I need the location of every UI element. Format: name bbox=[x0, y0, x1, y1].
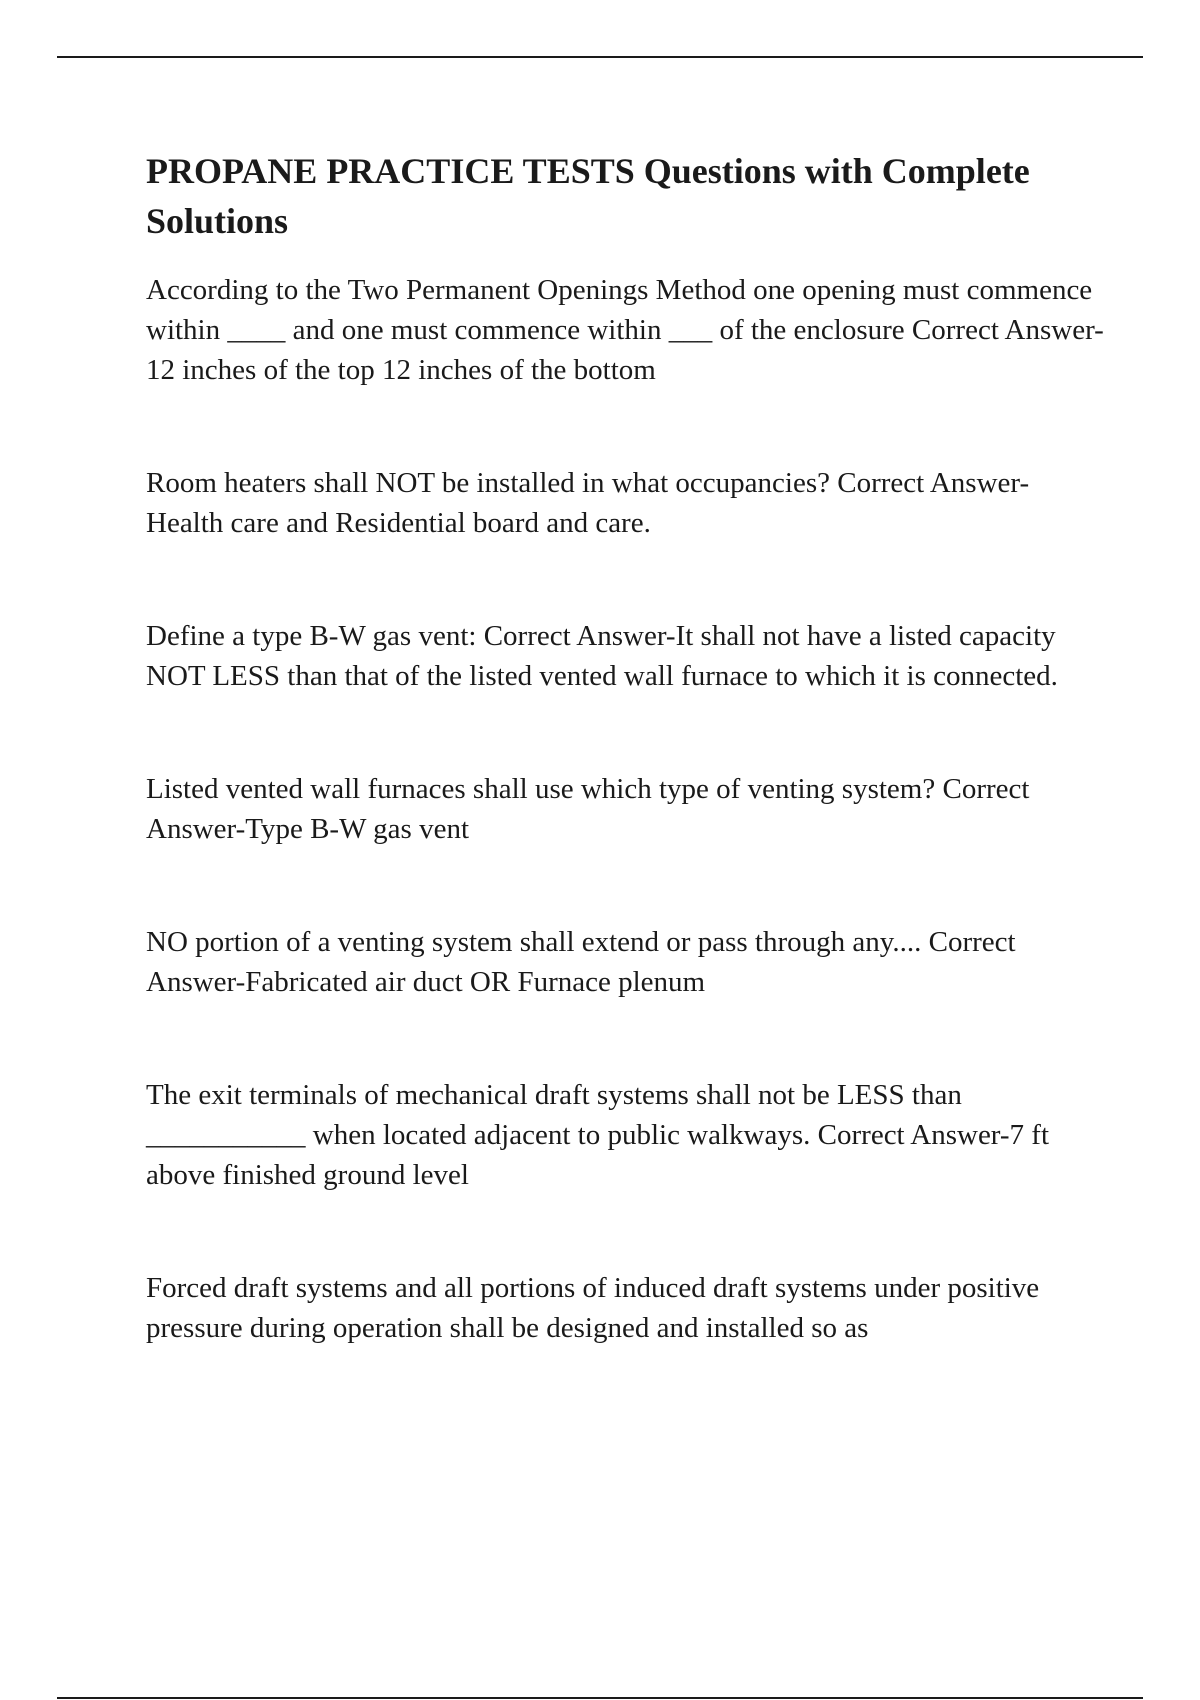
qa-item-3: Define a type B-W gas vent: Correct Answer-It shall not have a listed capacity NOT LESS than that of the listed vented wall furnace to which it is connected. bbox=[146, 620, 1063, 692]
document-title: PROPANE PRACTICE TESTS Questions with Complete Solutions bbox=[146, 151, 1030, 241]
qa-item-7: Forced draft systems and all portions of induced draft systems under positive pressure during operation shall be designed and installed so as bbox=[146, 1272, 1047, 1344]
qa-item-4: Listed vented wall furnaces shall use which type of venting system? Correct Answer-Type B-W gas vent bbox=[146, 773, 1036, 845]
document-body bbox=[146, 146, 1106, 1348]
header-rule bbox=[57, 56, 1143, 58]
qa-item-2: Room heaters shall NOT be installed in what occupancies? Correct Answer-Health care and Residential board and care. bbox=[146, 467, 1030, 539]
footer-rule bbox=[57, 1697, 1143, 1699]
qa-item-6: The exit terminals of mechanical draft systems shall not be LESS than ___________ when located adjacent to public walkways. Correct Answer-7 ft above finished ground level bbox=[146, 1079, 1057, 1191]
qa-item-5: NO portion of a venting system shall extend or pass through any.... Correct Answer-Fabricated air duct OR Furnace plenum bbox=[146, 926, 1022, 998]
qa-item-1: According to the Two Permanent Openings Method one opening must commence within ____ and one must commence within ___ of the enclosure Correct Answer-12 inches of the top 12 inches of the bottom bbox=[146, 274, 1104, 386]
